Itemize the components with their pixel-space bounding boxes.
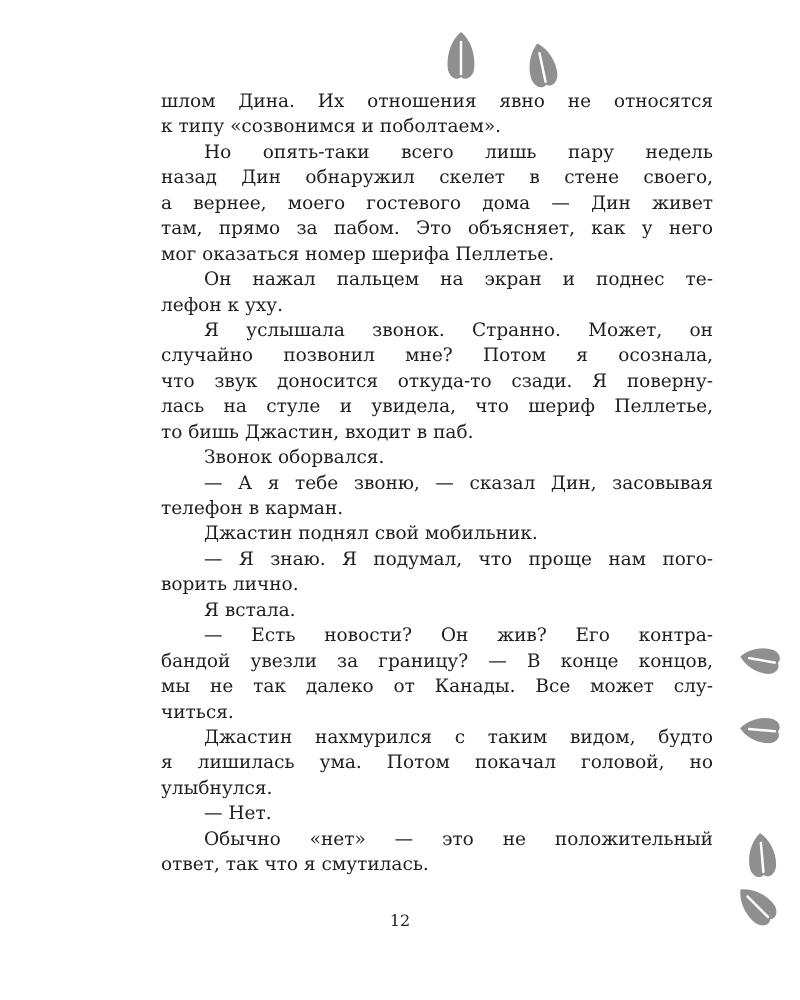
text-line: Я встала. xyxy=(204,599,296,621)
text-line: — Есть новости? Он жив? Его контра- xyxy=(204,625,713,647)
text-line: читься. xyxy=(161,701,234,723)
text-line: Но опять-таки всего лишь пару недель xyxy=(204,141,713,163)
text-line: лефон к уху. xyxy=(161,294,284,316)
text-line: а вернее, моего гостевого дома — Дин живет xyxy=(161,192,713,214)
text-line: там, прямо за пабом. Это объясняет, как у него xyxy=(161,218,713,240)
text-line: к типу «созвонимся и поболтаем». xyxy=(161,116,502,138)
text-line: что звук доносится откуда-то сзади. Я поверну- xyxy=(161,370,713,392)
text-line: бандой увезли за границу? — В конце концов, xyxy=(161,650,713,672)
text-line: Обычно «нет» — это не положительный xyxy=(204,828,713,850)
text-line: Джастин поднял свой мобильник. xyxy=(204,523,538,545)
text-line: телефон в карман. xyxy=(161,498,344,519)
paw-print-icon xyxy=(734,708,786,752)
text-line: лась на стуле и увидела, что шериф Пеллетье, xyxy=(161,396,713,418)
text-line: — Нет. xyxy=(204,803,272,825)
text-line: я лишилась ума. Потом покачал головой, но xyxy=(161,752,713,774)
text-line: мы не так далеко от Канады. Все может слу- xyxy=(161,676,713,698)
text-line: назад Дин обнаружил скелет в стене своего, xyxy=(161,167,713,189)
text-line: шлом Дина. Их отношения явно не относятся xyxy=(161,91,713,112)
text-line: — А я тебе звоню, — сказал Дин, засовывая xyxy=(204,472,713,494)
paw-print-icon xyxy=(445,30,477,82)
paw-print-icon xyxy=(520,40,564,90)
text-line: мог оказаться номер шерифа Пеллетье. xyxy=(161,243,555,265)
text-line: ворить лично. xyxy=(161,574,299,596)
text-line: Джастин нахмурился с таким видом, будто xyxy=(204,726,713,748)
text-line: — Я знаю. Я подумал, что проще нам пого- xyxy=(204,548,713,570)
text-line: случайно позвонил мне? Потом я осознала, xyxy=(161,345,713,367)
text-line: улыбнулся. xyxy=(161,777,273,799)
text-line: Он нажал пальцем на экран и поднес те- xyxy=(204,269,713,291)
text-line: то бишь Джастин, входит в паб. xyxy=(161,421,474,443)
paw-print-icon xyxy=(738,830,786,882)
text-line: ответ, так что я смутилась. xyxy=(161,854,429,876)
body-text xyxy=(161,89,713,878)
text-line: Звонок оборвался. xyxy=(204,447,385,469)
text-line: Я услышала звонок. Странно. Может, он xyxy=(204,319,713,341)
page-number: 12 xyxy=(389,911,411,930)
paw-print-icon xyxy=(734,638,786,682)
